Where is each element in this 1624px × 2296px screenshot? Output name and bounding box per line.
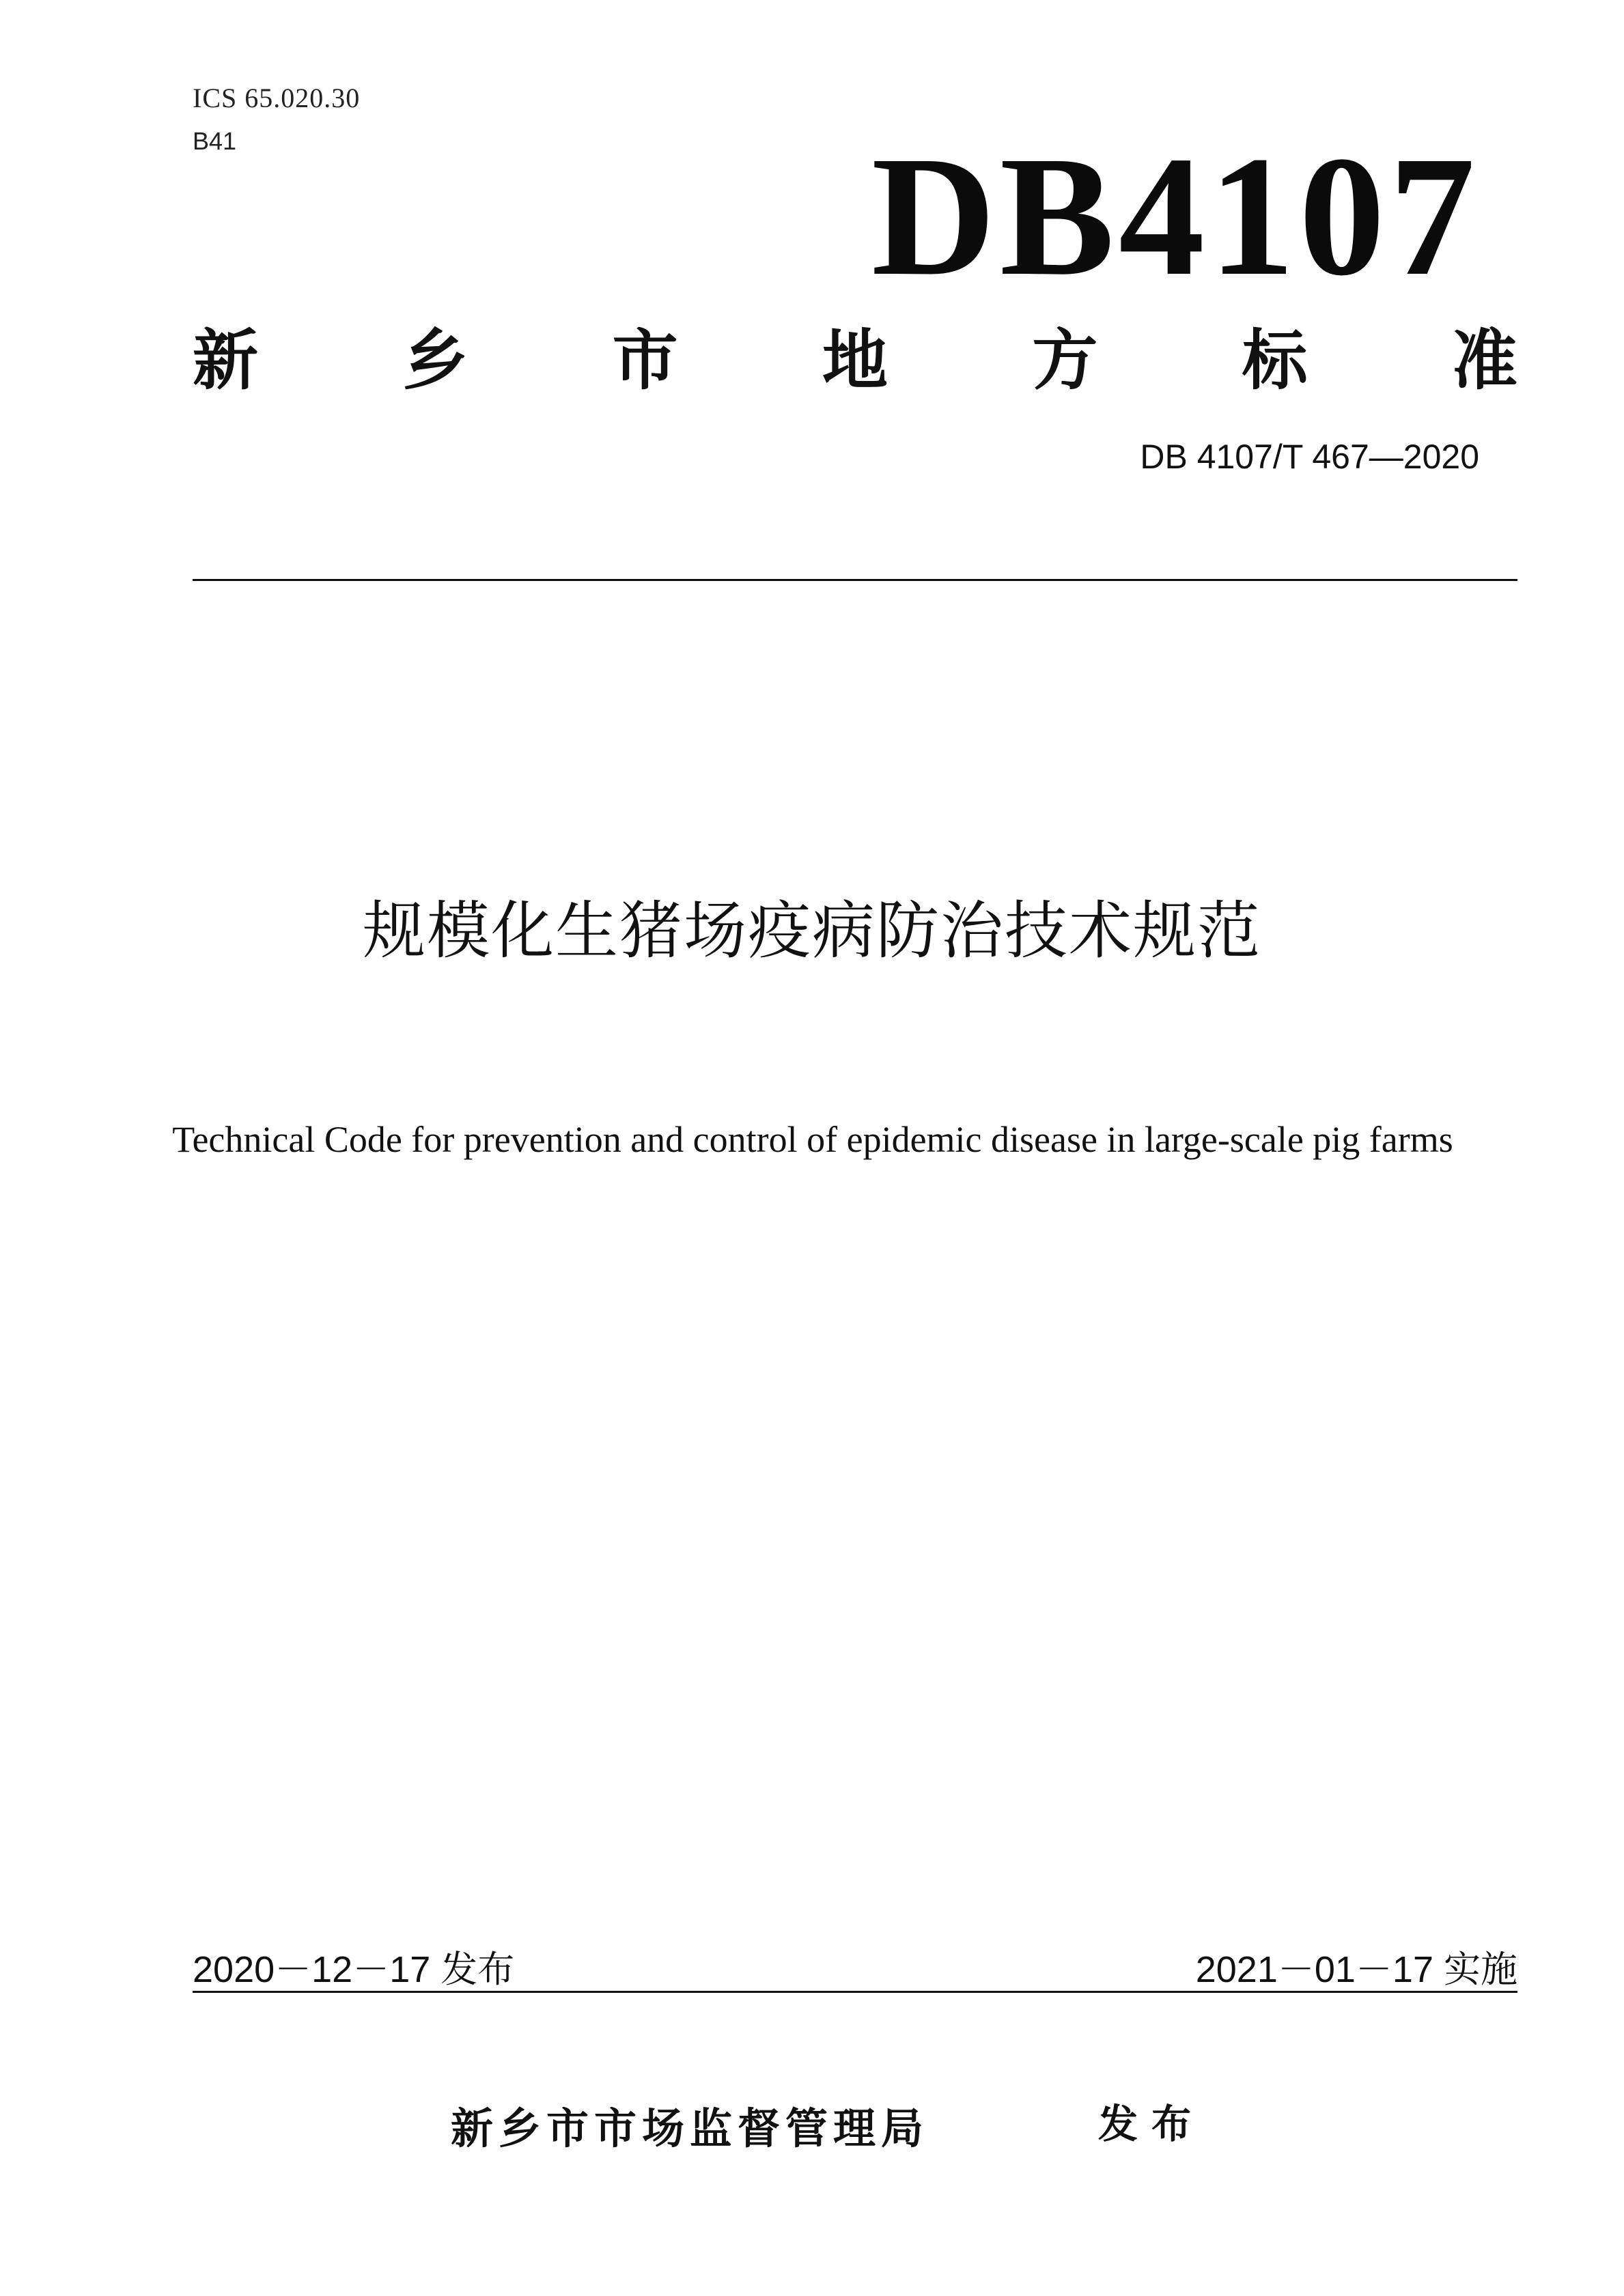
effective-date: 2021－01－17 实施 bbox=[1195, 1949, 1517, 1990]
standard-type-char: 标 bbox=[1242, 322, 1308, 399]
standard-type-char: 地 bbox=[822, 322, 888, 399]
standard-number: DB 4107/T 467—2020 bbox=[1140, 438, 1479, 476]
standard-logo: DB4107 bbox=[871, 120, 1479, 311]
standard-type-char: 乡 bbox=[402, 322, 468, 399]
standard-type-char: 方 bbox=[1032, 322, 1098, 399]
document-title-english: Technical Code for prevention and control of epidemic disease in large-scale pig farms bbox=[172, 1119, 1453, 1160]
document-title-chinese: 规模化生猪场疫病防治技术规范 bbox=[362, 894, 1261, 967]
standard-type-char: 新 bbox=[193, 322, 258, 399]
issue-label: 发布 bbox=[1098, 2101, 1205, 2147]
footer-divider bbox=[193, 1991, 1517, 1993]
ccs-code: B41 bbox=[193, 127, 237, 155]
standard-type-char: 准 bbox=[1451, 322, 1517, 399]
header-divider bbox=[193, 579, 1517, 581]
standard-type-heading bbox=[193, 313, 1517, 408]
issuing-authority: 新乡市市场监督管理局 bbox=[451, 2103, 929, 2153]
standard-type-char: 市 bbox=[612, 322, 678, 399]
publish-date: 2020－12－17 发布 bbox=[193, 1949, 515, 1990]
ics-code: ICS 65.020.30 bbox=[193, 83, 361, 113]
